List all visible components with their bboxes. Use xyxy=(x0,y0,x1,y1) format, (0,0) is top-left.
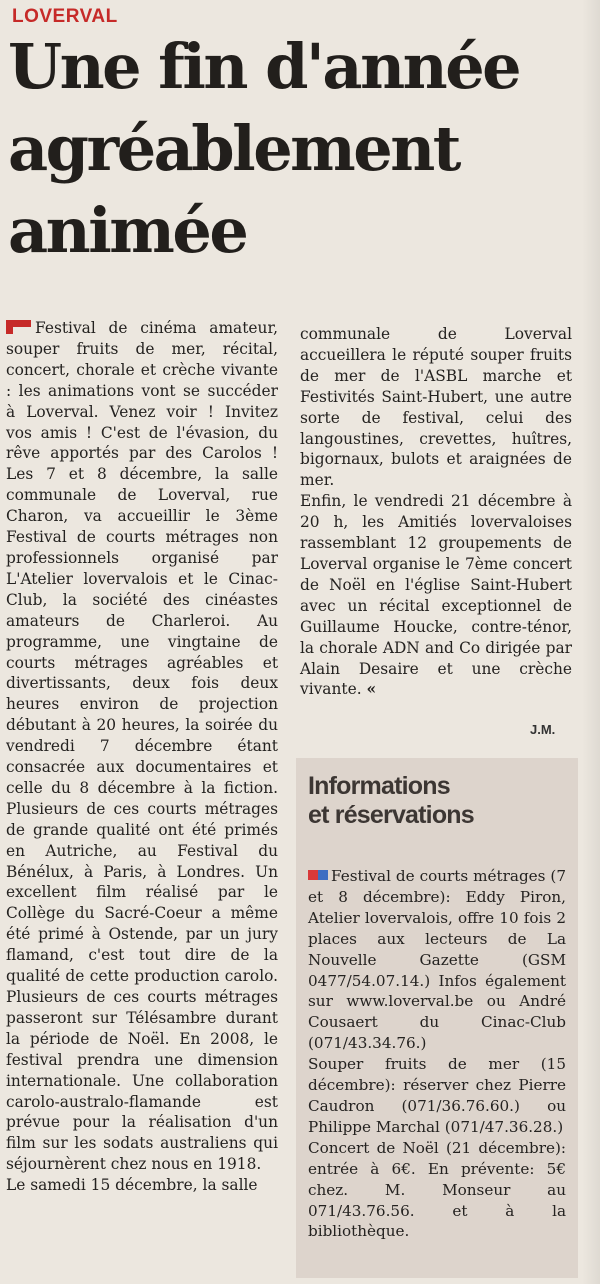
info-title-line-2: et réservations xyxy=(308,801,474,829)
paper-edge-shadow xyxy=(582,0,600,1284)
section-label: LOVERVAL xyxy=(12,6,118,27)
info-festival xyxy=(308,866,566,1054)
headline-line-1: Une fin d'année xyxy=(8,30,520,103)
info-box-body xyxy=(308,866,566,1242)
info-title-line-1: Informations xyxy=(308,772,450,800)
article-paragraph-1 xyxy=(6,318,278,1175)
lead-marker-icon xyxy=(6,320,31,334)
info-box-title xyxy=(308,772,568,830)
article-column-left xyxy=(6,318,278,1196)
red-square-icon xyxy=(308,870,318,880)
article-paragraph-2-end: communale de Loverval accueillera le réputé souper fruits de mer de l'ASBL marche et Festivités Saint-Hubert, une autre sorte de festival, celui des langoustines, crevettes, huîtres, bigornaux, bulots et araignées de mer. xyxy=(300,325,572,490)
headline-line-3: animée xyxy=(8,194,247,267)
headline xyxy=(8,26,588,272)
article-paragraph-3 xyxy=(300,491,572,700)
article-column-right xyxy=(300,324,572,700)
article-body-right: Enfin, le vendredi 21 décembre à 20 h, les Amitiés lovervaloises rassemblant 12 groupements de Loverval organise le 7ème concert de Noël en l'église Saint-Hubert avec un récital exceptionnel de Guillaume Houcke, contre-ténor, la chorale ADN and Co dirigée par Alain Desaire et une crèche vivante. xyxy=(300,492,572,699)
info-concert: Concert de Noël (21 décembre): entrée à 6€. En prévente: 5€ chez. M. Monseur au 071/43.76.56. et à la bibliothèque. xyxy=(308,1138,566,1241)
info-festival-text: Festival de courts métrages (7 et 8 décembre): Eddy Piron, Atelier lovervalois, offre 10 fois 2 places aux lecteurs de La Nouvelle Gazette (GSM 0477/54.07.14.) Infos également sur www.loverval.be ou André Cousaert du Cinac-Club (071/43.34.76.) xyxy=(308,867,566,1053)
closing-quote: « xyxy=(366,680,377,699)
info-souper: Souper fruits de mer (15 décembre): réserver chez Pierre Caudron (071/36.76.60.) ou Philippe Marchal (071/47.36.28.) xyxy=(308,1055,566,1136)
headline-line-2: agréablement xyxy=(8,112,459,185)
article-body-left: Festival de cinéma amateur, souper fruits de mer, récital, concert, chorale et crèche vivante : les animations vont se succéder à Loverval. Venez voir ! Invitez vos amis ! C'est de l'évasion, du rêve apportés par des Carolos ! Les 7 et 8 décembre, la salle communale de Loverval, rue Charon, va accueillir le 3ème Festival de courts métrages non professionnels organisé par L'Atelier lovervalois et le Cinac-Club, la société des cinéastes amateurs de Charleroi. Au programme, une vingtaine de courts métrages agréables et divertissants, deux fois deux heures environ de projection débutant à 20 heures, la soirée du vendredi 7 décembre étant consacrée aux documentaires et celle du 8 décembre à la fiction. Plusieurs de ces courts métrages de grande qualité ont été primés en Autriche, au Festival du Bénélux, à Paris, à Londres. Un excellent film réalisé par le Collège du Sacré-Coeur a même été primé à Ostende, par un jury flamand, c'est tout dire de la qualité de cette production carolo. Plusieurs de ces courts métrages passeront sur Télésambre durant la période de Noël. En 2008, le festival prendra une dimension internationale. Une collaboration carolo-australo-flamande est prévue pour la réalisation d'un film sur les sodats australiens qui séjournèrent chez nous en 1918. xyxy=(6,319,278,1174)
info-box xyxy=(296,758,578,1278)
author-signature: J.M. xyxy=(530,722,556,737)
article-paragraph-2-start: Le samedi 15 décembre, la salle xyxy=(6,1176,258,1195)
blue-square-icon xyxy=(318,870,328,880)
